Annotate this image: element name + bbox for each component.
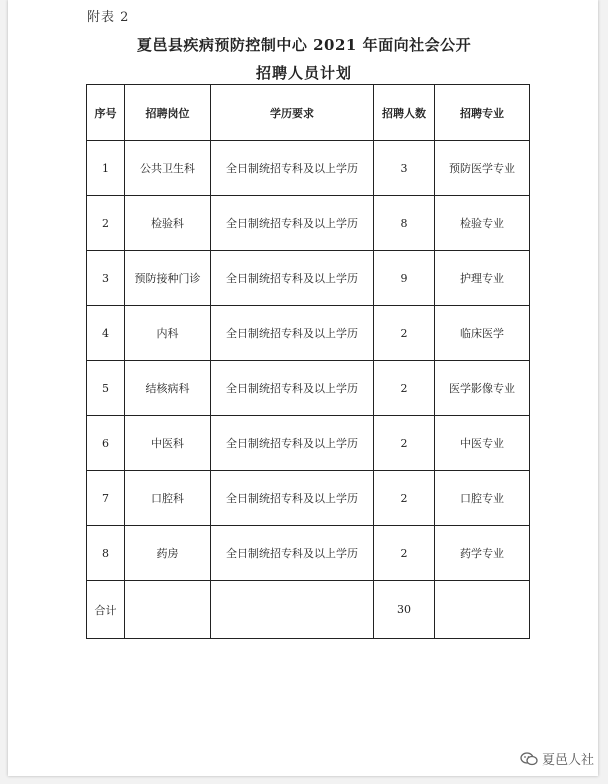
cell-count: 8 [374,196,435,251]
cell-position: 中医科 [125,416,211,471]
cell-major: 中医专业 [435,416,530,471]
cell-position: 药房 [125,526,211,581]
total-major [435,581,530,639]
cell-count: 2 [374,306,435,361]
cell-count: 2 [374,526,435,581]
cell-major: 口腔专业 [435,471,530,526]
cell-education: 全日制统招专科及以上学历 [211,306,374,361]
table-row [87,141,530,196]
watermark-text: 夏邑人社 [541,753,594,768]
cell-position: 检验科 [125,196,211,251]
total-position [125,581,211,639]
cell-major: 预防医学专业 [435,141,530,196]
total-education [211,581,374,639]
table-header-row [87,85,530,141]
document-subtitle: 招聘人员计划 [255,64,352,82]
header-position: 招聘岗位 [125,85,211,141]
cell-major: 医学影像专业 [435,361,530,416]
total-count: 30 [374,581,435,639]
cell-education: 全日制统招专科及以上学历 [211,251,374,306]
document-title: 夏邑县疾病预防控制中心 2021 年面向社会公开 [136,36,472,54]
table-row [87,361,530,416]
cell-major: 检验专业 [435,196,530,251]
cell-count: 2 [374,416,435,471]
cell-no: 4 [87,306,125,361]
cell-no: 7 [87,471,125,526]
cell-major: 护理专业 [435,251,530,306]
header-major: 招聘专业 [435,85,530,141]
cell-education: 全日制统招专科及以上学历 [211,196,374,251]
cell-position: 口腔科 [125,471,211,526]
table-row [87,251,530,306]
cell-education: 全日制统招专科及以上学历 [211,361,374,416]
header-count: 招聘人数 [374,85,435,141]
recruitment-table [86,84,530,639]
cell-education: 全日制统招专科及以上学历 [211,416,374,471]
cell-position: 公共卫生科 [125,141,211,196]
cell-no: 8 [87,526,125,581]
cell-no: 1 [87,141,125,196]
cell-no: 5 [87,361,125,416]
total-label: 合计 [87,581,125,639]
table-row [87,306,530,361]
cell-position: 内科 [125,306,211,361]
wechat-watermark [520,749,594,768]
cell-no: 6 [87,416,125,471]
cell-count: 9 [374,251,435,306]
wechat-icon [520,752,538,766]
table-row [87,196,530,251]
table-row [87,526,530,581]
table-row [87,416,530,471]
cell-count: 2 [374,471,435,526]
cell-no: 3 [87,251,125,306]
table-row [87,471,530,526]
table-total-row [87,581,530,639]
cell-count: 2 [374,361,435,416]
cell-major: 临床医学 [435,306,530,361]
attachment-label: 附表 2 [87,10,130,25]
cell-no: 2 [87,196,125,251]
header-education: 学历要求 [211,85,374,141]
cell-position: 结核病科 [125,361,211,416]
cell-education: 全日制统招专科及以上学历 [211,526,374,581]
cell-major: 药学专业 [435,526,530,581]
cell-education: 全日制统招专科及以上学历 [211,141,374,196]
cell-count: 3 [374,141,435,196]
header-no: 序号 [87,85,125,141]
cell-education: 全日制统招专科及以上学历 [211,471,374,526]
cell-position: 预防接种门诊 [125,251,211,306]
